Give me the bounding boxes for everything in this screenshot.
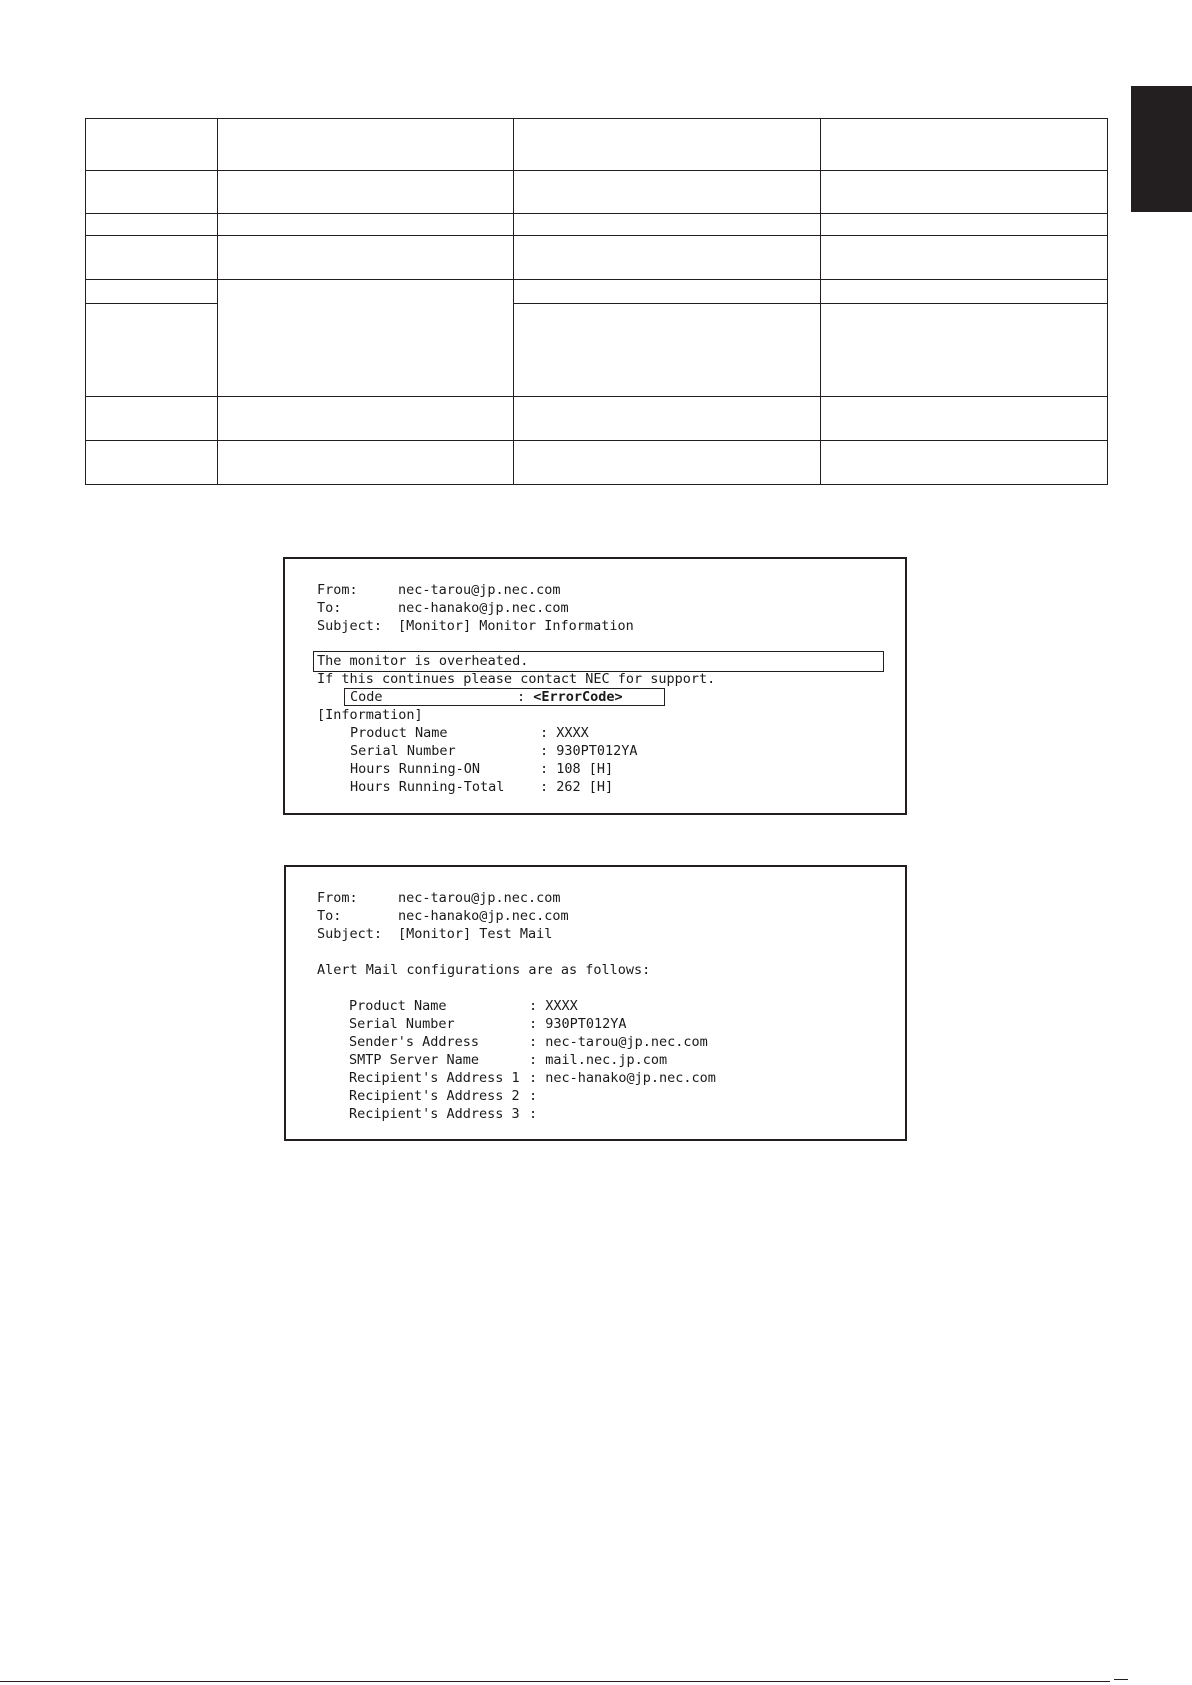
error-code-value: <ErrorCode> bbox=[533, 689, 623, 705]
subject-value: [Monitor] Monitor Information bbox=[398, 618, 634, 634]
table-cell bbox=[86, 214, 218, 236]
footer-rule bbox=[0, 1681, 1110, 1682]
table-row bbox=[86, 214, 1108, 236]
table-cell bbox=[514, 171, 821, 214]
config-row-label: Recipient's Address 1 bbox=[349, 1070, 520, 1086]
table-cell bbox=[821, 441, 1108, 485]
table-cell-merged bbox=[218, 280, 514, 397]
table-cell bbox=[821, 304, 1108, 397]
subject-label: Subject: bbox=[317, 618, 383, 634]
to-label: To: bbox=[317, 600, 342, 616]
test-mail-example bbox=[284, 865, 907, 1141]
config-row-label: Product Name bbox=[349, 998, 447, 1014]
table-row bbox=[86, 236, 1108, 280]
code-separator: : bbox=[517, 689, 534, 705]
table-cell bbox=[821, 280, 1108, 304]
info-row-label: Hours Running-Total bbox=[350, 779, 505, 795]
config-row-value: : XXXX bbox=[529, 998, 578, 1014]
table-row bbox=[86, 441, 1108, 485]
table-row bbox=[86, 280, 1108, 304]
table-row bbox=[86, 171, 1108, 214]
info-row-value: : 108 [H] bbox=[540, 761, 614, 777]
table-cell bbox=[218, 236, 514, 280]
table-cell bbox=[514, 236, 821, 280]
table-cell bbox=[821, 236, 1108, 280]
table-cell bbox=[86, 304, 218, 397]
from-value: nec-tarou@jp.nec.com bbox=[398, 890, 561, 906]
table-cell bbox=[514, 214, 821, 236]
info-row-value: : 262 [H] bbox=[540, 779, 614, 795]
from-label: From: bbox=[317, 582, 358, 598]
subject-label: Subject: bbox=[317, 926, 383, 942]
info-row-label: Hours Running-ON bbox=[350, 761, 481, 777]
table-cell bbox=[218, 214, 514, 236]
table-cell bbox=[86, 441, 218, 485]
config-row-value: : nec-tarou@jp.nec.com bbox=[529, 1034, 708, 1050]
table-cell bbox=[218, 441, 514, 485]
info-row-label: Serial Number bbox=[350, 743, 456, 759]
table-cell bbox=[821, 397, 1108, 441]
table-cell bbox=[218, 171, 514, 214]
table-cell bbox=[514, 304, 821, 397]
table-cell bbox=[86, 236, 218, 280]
info-row-label: Product Name bbox=[350, 725, 448, 741]
table-cell bbox=[218, 119, 514, 171]
support-note: If this continues please contact NEC for support. bbox=[317, 671, 716, 687]
footer-mark bbox=[1114, 1679, 1128, 1680]
table-cell bbox=[514, 397, 821, 441]
table-row bbox=[86, 119, 1108, 171]
alert-message: The monitor is overheated. bbox=[317, 653, 529, 669]
settings-table bbox=[85, 118, 1108, 485]
code-line bbox=[517, 688, 623, 706]
config-row-label: SMTP Server Name bbox=[349, 1052, 480, 1068]
config-row-label: Serial Number bbox=[349, 1016, 455, 1032]
info-row-value: : 930PT012YA bbox=[540, 743, 638, 759]
config-row-value: : bbox=[529, 1106, 538, 1122]
subject-value: [Monitor] Test Mail bbox=[398, 926, 553, 942]
table-cell bbox=[86, 280, 218, 304]
config-row-value: : 930PT012YA bbox=[529, 1016, 627, 1032]
config-row-value: : bbox=[529, 1088, 538, 1104]
table-cell bbox=[821, 214, 1108, 236]
info-heading: [Information] bbox=[317, 707, 423, 723]
section-tab-marker bbox=[1131, 86, 1192, 212]
from-label: From: bbox=[317, 890, 358, 906]
alert-mail-example bbox=[283, 557, 907, 815]
to-value: nec-hanako@jp.nec.com bbox=[398, 600, 569, 616]
table-row bbox=[86, 397, 1108, 441]
to-value: nec-hanako@jp.nec.com bbox=[398, 908, 569, 924]
table-cell bbox=[218, 397, 514, 441]
table-cell bbox=[86, 397, 218, 441]
table-cell bbox=[514, 280, 821, 304]
table-cell bbox=[86, 171, 218, 214]
config-row-value: : mail.nec.jp.com bbox=[529, 1052, 668, 1068]
table-cell bbox=[514, 441, 821, 485]
to-label: To: bbox=[317, 908, 342, 924]
table-cell bbox=[821, 119, 1108, 171]
info-row-value: : XXXX bbox=[540, 725, 589, 741]
code-label: Code bbox=[350, 689, 383, 705]
table-cell bbox=[821, 171, 1108, 214]
table-cell bbox=[514, 119, 821, 171]
config-row-label: Recipient's Address 2 bbox=[349, 1088, 520, 1104]
table-cell bbox=[86, 119, 218, 171]
config-row-value: : nec-hanako@jp.nec.com bbox=[529, 1070, 716, 1086]
from-line bbox=[317, 581, 358, 599]
config-row-label: Recipient's Address 3 bbox=[349, 1106, 520, 1122]
from-value: nec-tarou@jp.nec.com bbox=[398, 582, 561, 598]
config-row-label: Sender's Address bbox=[349, 1034, 480, 1050]
config-intro: Alert Mail configurations are as follows: bbox=[317, 962, 651, 978]
